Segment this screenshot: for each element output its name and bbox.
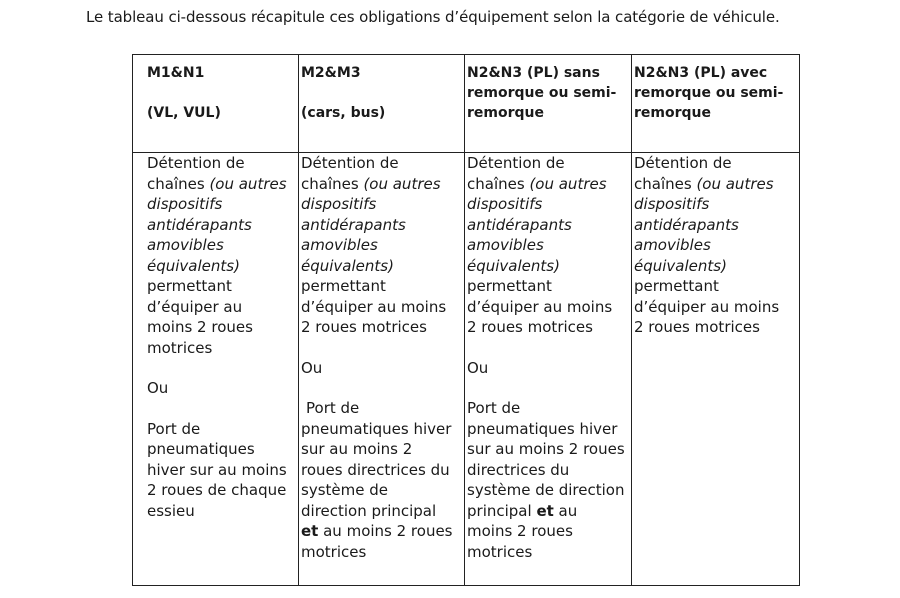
- cell-n2-n3-avec-remorque: [632, 153, 800, 586]
- header-n2-n3-avec-remorque: [632, 55, 800, 153]
- winter-tyres-text-bold: et: [301, 522, 319, 540]
- header-subtitle: (cars, bus): [301, 105, 386, 121]
- or-label: Ou: [467, 358, 489, 377]
- or-label: Ou: [301, 358, 323, 377]
- header-n2-n3-sans-remorque: [465, 55, 632, 153]
- winter-tyres-text: Port de pneumatiques hiver sur au moins 2 roues de chaque essieu: [147, 419, 287, 520]
- chains-text-italic: (ou autres dispositifs antidérapants amovibles équivalents): [634, 174, 774, 275]
- chains-text-end: permettant d’équiper au moins 2 roues motrices: [301, 277, 447, 336]
- chains-text-start: Détention de chaînes: [467, 154, 565, 193]
- vehicle-equipment-table: [132, 54, 800, 586]
- header-title: M2&M3: [301, 65, 361, 81]
- header-subtitle: (VL, VUL): [147, 105, 221, 121]
- winter-tyres-text-start: Port de pneumatiques hiver sur au moins 2 roues directrices du système de direction principal: [301, 399, 452, 520]
- chains-text-end: permettant d’équiper au moins 2 roues motrices: [634, 277, 780, 336]
- cell-m1-n1: [133, 153, 299, 586]
- chains-text-start: Détention de chaînes: [301, 154, 399, 193]
- or-label: Ou: [147, 379, 169, 397]
- table-header-row: [133, 55, 800, 153]
- header-title: M1&N1: [147, 65, 205, 81]
- cell-n2-n3-sans-remorque: [465, 153, 632, 586]
- chains-text-end: permettant d’équiper au moins 2 roues motrices: [467, 277, 613, 336]
- cell-m2-m3: [299, 153, 465, 586]
- intro-paragraph: Le tableau ci-dessous récapitule ces obligations d’équipement selon la catégorie de véhicule.: [86, 8, 780, 26]
- chains-text-italic: (ou autres dispositifs antidérapants amovibles équivalents): [147, 174, 287, 275]
- header-title: N2&N3 (PL) sans remorque ou semi-remorque: [467, 65, 617, 121]
- chains-text-italic: (ou autres dispositifs antidérapants amovibles équivalents): [301, 174, 441, 275]
- winter-tyres-text-start: Port de pneumatiques hiver sur au moins 2 roues directrices du système de direction principal: [467, 399, 625, 520]
- chains-text-italic: (ou autres dispositifs antidérapants amovibles équivalents): [467, 174, 607, 275]
- chains-text-end: permettant d’équiper au moins 2 roues motrices: [147, 277, 253, 357]
- header-m1-n1: [133, 55, 299, 153]
- table-row: [133, 153, 800, 586]
- header-title: N2&N3 (PL) avec remorque ou semi-remorque: [634, 65, 784, 121]
- winter-tyres-text-end: au moins 2 roues motrices: [467, 501, 578, 561]
- header-m2-m3: [299, 55, 465, 153]
- winter-tyres-text-end: au moins 2 roues motrices: [301, 522, 453, 561]
- chains-text-start: Détention de chaînes: [147, 154, 245, 193]
- winter-tyres-text-bold: et: [536, 501, 554, 520]
- chains-text-start: Détention de chaînes: [634, 154, 732, 193]
